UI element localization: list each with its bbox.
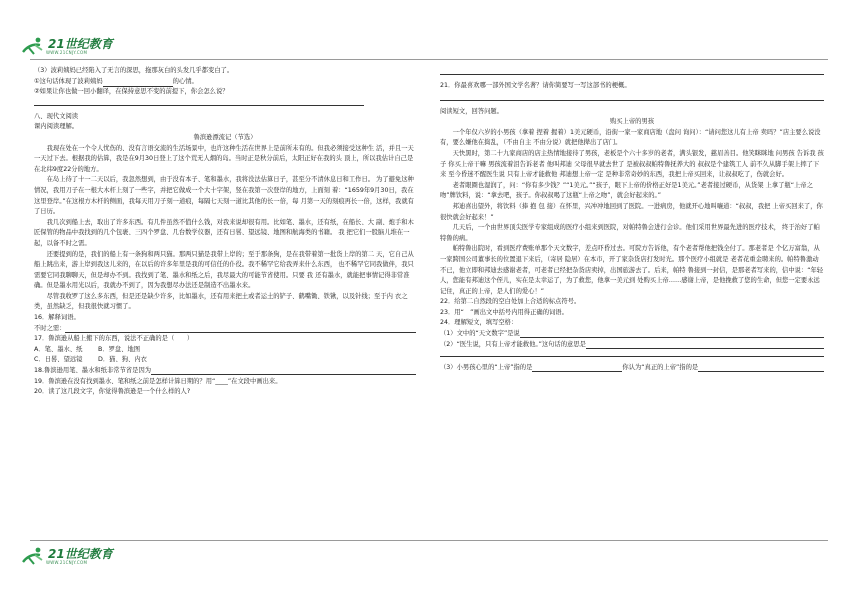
subsection-heading: 课内阅读理解。 xyxy=(34,123,79,131)
reading-instruction: 阅读短文，回答问题。 xyxy=(440,107,503,115)
q24-3-text-b: 你认为“真正的上帝”指的是 xyxy=(622,364,699,372)
q3-part1-blank[interactable] xyxy=(103,78,173,87)
q20-answer-line[interactable] xyxy=(440,74,824,75)
q3-part1-a: ①这句话体现了波莉姨妈 xyxy=(34,77,103,85)
q16-line xyxy=(34,324,416,335)
q17-options-row1 xyxy=(34,345,416,356)
q3-intro: （3）波莉姨妈已经陷入了无言的深思，拖那灰白的头发几乎都变白了。 xyxy=(34,67,234,74)
q16-label: 不时之需： xyxy=(34,324,66,332)
q18 xyxy=(34,366,416,377)
q19: 19．鲁滨逊在没有找到墨水、笔和纸之前是怎样计算日期的？用“____”在文段中画出来。 xyxy=(34,377,282,385)
q24: 24．理解短文，填写空格： xyxy=(440,319,518,327)
passage-para-1: 我现在处在一个令人忧伤的、没有言语交流的生活场景中，也许这种生活在世界上是前所未有的。但我必须接受这种生 活，并且一天一天过下去。根据我的估算，我是在9月30日登上了这个荒无人烟的岛。当时正是秋分前后，太阳正好在我的头 顶上，所以我估计自己是在北纬9度22分的地方。 xyxy=(34,144,414,173)
q24-3-blank-a[interactable] xyxy=(532,363,622,372)
q3-part2: ②如果让你也做一回小翻译，在保持意思不变的前提下，你会怎么说？ xyxy=(34,88,229,96)
passage-para-3: 我几次到船上去，取出了许多东西。有几件虽然不值什么钱，对我来说却很有用。比如笔、墨水，还有纸，在船长、大 副、炮手和木匠保管的物品中我找到的几个包裹、三四个罗盘、几台数学仪器，还有日晷、望远镜、地图和航海类的书籍。 我 把它们一股脑儿堆在一起，以备不时之需。 xyxy=(34,218,414,247)
story-para-5: 几天后，一个由世界顶尖医学专家组成的医疗小组来到医院，对帕特鲁会进行会诊。他们采用世界最先进的医疗技术， 终于治好了帕特鲁的病。 xyxy=(440,224,820,242)
passage-para-2: 在岛上待了十一二天以后，我忽然想到，由于没有本子、笔和墨水，我将没法估算日子，甚至分不清休息日和工作日。 为了避免这种情况，我用刀子在一根大木杆上刻了一些字，并把它做成一个大十字架，竖在我第一次登岸的地方，上面刻 着：“1659年9月30日，我在这里登岸。”在这根方木杆的侧面，我每天用刀子刻一道痕，每隔七天刻一道比其他的长一倍，每 月第一天的刻痕再长一倍，这样，我就有了日历。 xyxy=(34,176,414,216)
q24-2-blank[interactable] xyxy=(586,340,824,349)
q17: 17．鲁滨逊从船上搬下的东西，说法不正确的是（ ） xyxy=(34,335,194,343)
q21-answer-line[interactable] xyxy=(440,100,824,101)
passage-para-5: 尽管我收罗了这么多东西，但是还是缺少许多，比如墨水，还有用来把土或者运土的铲子、鹤嘴锄、铁锹，以及针线；至于内 衣之类，虽然缺乏，但我很快就习惯了。 xyxy=(34,292,408,311)
brand-logo-top xyxy=(20,37,113,55)
story-para-6: 帕特鲁出院时，看到医疗费账单那个天文数字，差点吓昏过去。可院方告诉他，有个老者帮他把钱全付了。那老者是 个亿万富翁，从一家跨国公司董事长的位置退下来后，（寄居 隐居）在本市，开了家杂货店打发时光。那个医疗小组就是 老者花重金聘来的。帕特鲁激动不已，他立即和邦迪去感谢老者，可老者已经把杂货店卖掉，出国旅游去了。后来，帕特 鲁接到一封信，是那老者写来的，信中说：“年轻人，您能有邦迪这个侄儿，实在是太幸运了，为了救您，他拿一美元到 处购买上帝……感谢上帝，是他挽救了您的生命，但您一定要永远记住，真正的上帝，是人们的爱心！” xyxy=(440,245,824,295)
q18-blank[interactable] xyxy=(151,366,416,375)
q16-blank[interactable] xyxy=(65,324,416,333)
passage-title: 鲁滨逊漂流记（节选） xyxy=(193,133,257,141)
q18-text: 18.鲁滨逊用笔、墨水和纸非常节省是因为 xyxy=(34,367,152,375)
left-column xyxy=(34,66,416,398)
story-para-1: 一个年仅六岁的小男孩（拿着 捏着 握着）1美元硬币，沿街一家一家商店地（盘问 询问）：“请问您这儿有上帝 卖吗？”店主要么说没有，要么嫌他在捣乱，（不由自主 不由分说）就把他撵出了店门。 xyxy=(440,128,821,147)
q24-2-answer-line[interactable] xyxy=(440,356,824,357)
logo-url-bottom: WWW.21CNJY.COM xyxy=(46,559,88,565)
top-divider xyxy=(30,59,828,60)
logo-text: 21世纪教育 xyxy=(48,36,113,51)
q16: 16．解释词语。 xyxy=(34,314,80,322)
right-column xyxy=(440,66,824,374)
q17-option-d[interactable]: D．猫、狗、内衣 xyxy=(98,356,147,364)
story-para-2: 天快黑时，第二十九家商店的店主热情地接待了男孩，老板是个六十多岁的老者，满头银发，慈眉善目。他笑眯眯地 问男孩 告诉我 孩子 你买上帝干嘛 男孩流着泪告诉老者 他叫邦迪 父母很早就去世了 是被叔叔帕特鲁抚养大的 叔叔是个建筑工人 前不久从脚手架上摔了下来 至今昏迷不醒医生说 只有上帝才能救他 邦迪想上帝一定 是种非常奇妙的东西，我把上帝买回来，让叔叔吃了，伤就会好。 xyxy=(440,149,824,179)
bottom-divider xyxy=(30,540,828,541)
q24-1-blank[interactable] xyxy=(520,329,824,338)
q17-option-a[interactable]: A．笔、墨水、纸 xyxy=(34,345,83,353)
q21: 21．你最喜欢哪一部外国文学名著？请你简要写一写这部书的梗概。 xyxy=(440,82,631,89)
q3-answer-line[interactable] xyxy=(34,105,364,106)
runner-logo-icon-bottom xyxy=(20,547,46,565)
q23: 23．用“ ”画出文中括号内用得正确的词语。 xyxy=(440,308,568,316)
q24-3-text-a: （3）小男孩心里的“上帝”指的是 xyxy=(440,364,533,372)
brand-logo-bottom xyxy=(20,547,113,565)
q17-option-b[interactable]: B．罗盘、地图 xyxy=(98,345,141,353)
logo-url: WWW.21CNJY.COM xyxy=(46,49,88,55)
q24-2-text: （2）“医生说，只有上帝才能救他。”这句话的意思是 xyxy=(440,340,586,348)
q22: 22．给第二自然段的空白处加上合适的标点符号。 xyxy=(440,298,581,306)
q17-options-row2 xyxy=(34,355,416,366)
story-para-4: 邦迪喜出望外，将饮料（捧 抱 包 接）在怀里，兴冲冲地回到了医院。一进病房，他就开心地叫嚷道：“叔叔，我把 上帝买回来了，你很快就会好起来！” xyxy=(440,202,823,221)
passage-para-4: 还要提到的是，我们的船上有一条狗和两只猫。那两只猫是我带上岸的；至于那条狗，是在我带着第一批货上岸的第二 天，它自己从船上跳出来，游上岸到我这儿来的，在以后的许多年里是我的可信任的仆役。我不稀罕它给我弄来什么东西， 也不稀罕它同我做伴，我只需要它同我聊聊天，但是却办不到。我找到了笔、墨水和纸之后，我尽最大的可能节省使用。只要 我 还有墨水，就能把事情记得非常准确。但是墨水用光以后，我就办不到了，因为我想尽办法还是制造不出墨水来。 xyxy=(34,250,414,290)
logo-text-bottom: 21世纪教育 xyxy=(48,546,113,561)
q24-2 xyxy=(440,340,824,351)
q17-option-c[interactable]: C．日晷、望远镜 xyxy=(34,356,83,364)
q24-3-blank-b[interactable] xyxy=(698,363,824,372)
q20: 20．读了这几段文字，你觉得鲁滨逊是一个什么样的人? xyxy=(34,388,191,396)
q3-part1-b: 的心情。 xyxy=(172,77,198,85)
q3-part1 xyxy=(34,77,416,88)
story-para-3: 老者眼圈也湿润了，问：“你有多少钱？”“1美元。”“孩子，眼下上帝的价格正好是1美元。”老者接过硬币，从货架 上拿了瓶“上帝之吻”牌饮料，说：“拿去吧，孩子。你叔叔喝了这瓶“上帝之吻”，就会好起来的。” xyxy=(440,181,813,200)
q24-3 xyxy=(440,363,824,374)
q24-1-text: （1）文中的“天文数字”是说 xyxy=(440,330,520,338)
q24-1 xyxy=(440,329,824,340)
section-heading: 八、现代文阅读 xyxy=(34,112,79,120)
runner-logo-icon xyxy=(20,37,46,55)
story-title: 购买上帝的男孩 xyxy=(609,118,655,126)
